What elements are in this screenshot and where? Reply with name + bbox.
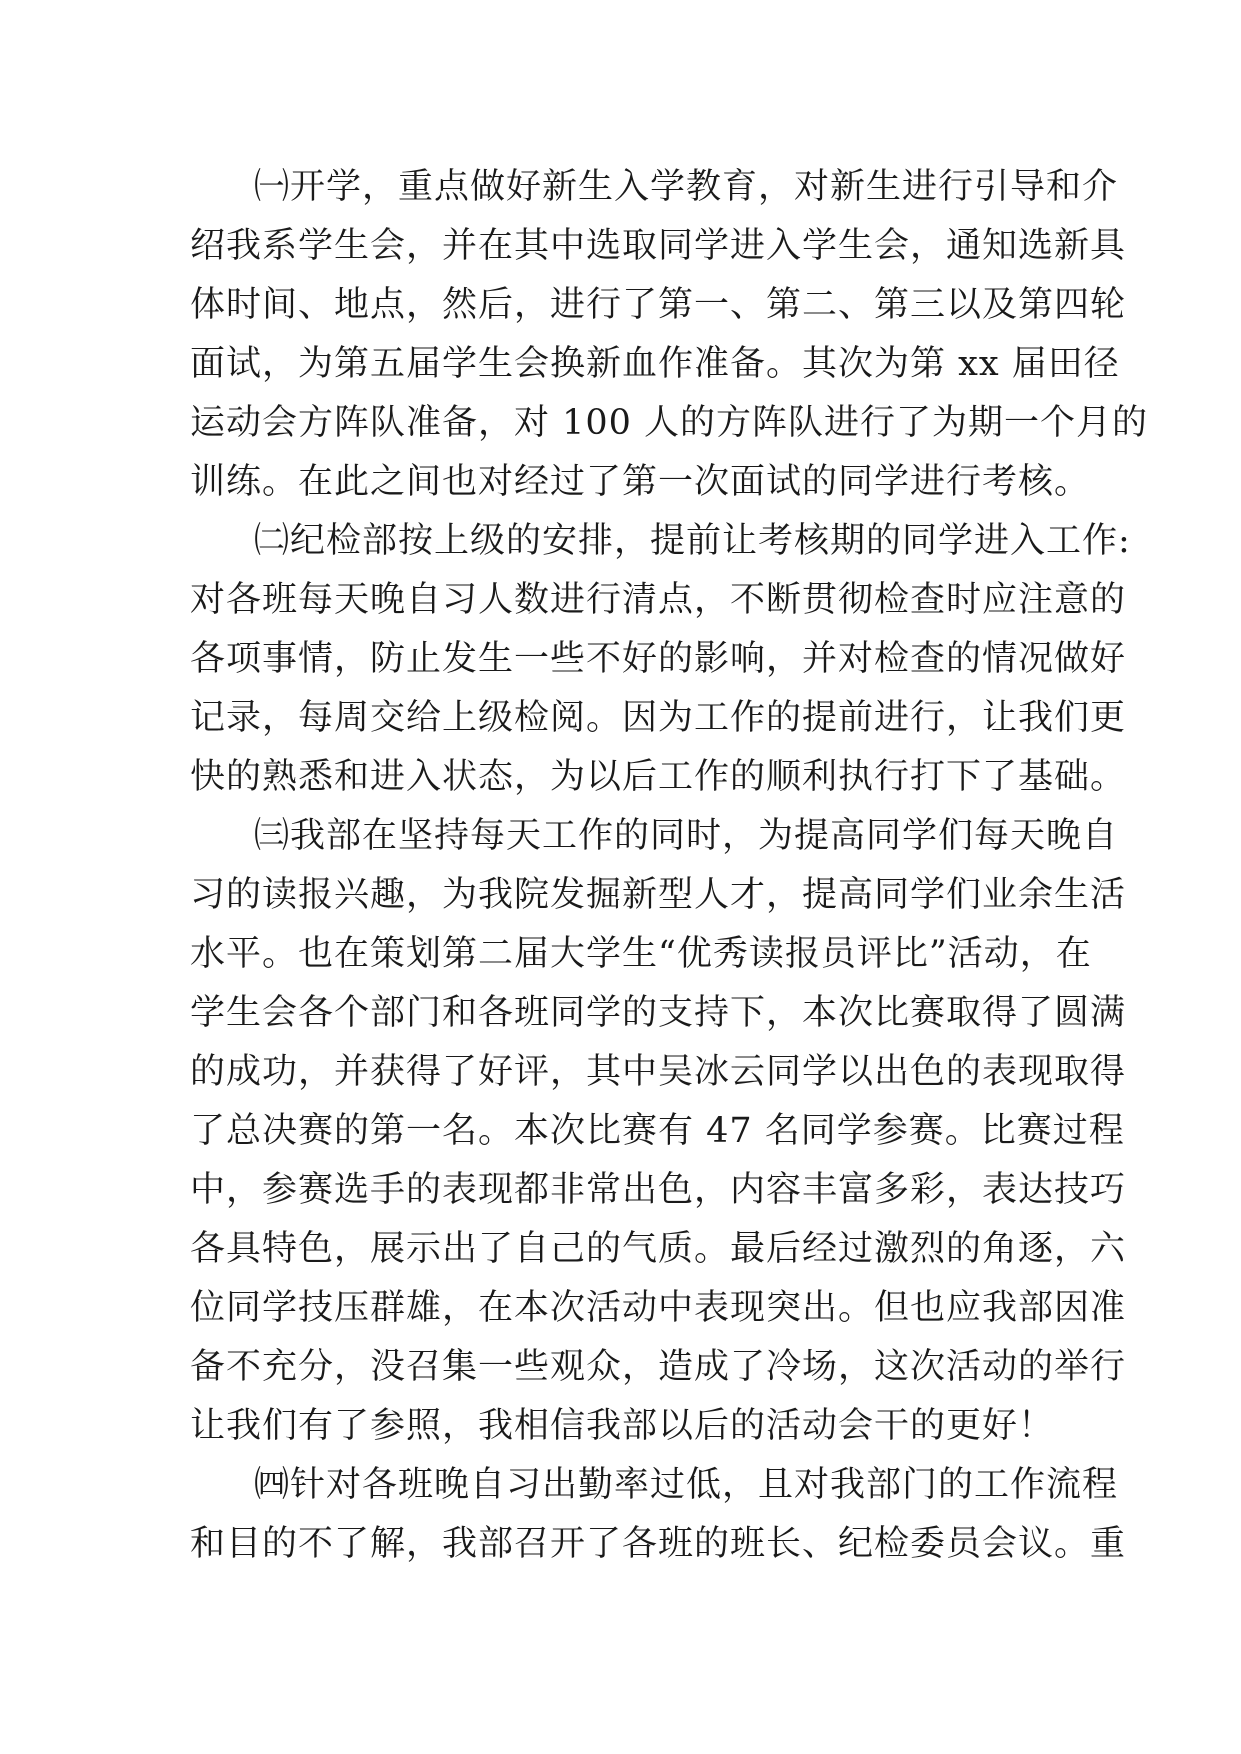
- text-line: 让我们有了参照，我相信我部以后的活动会干的更好！: [190, 1406, 1055, 1446]
- text-line: 体时间、地点，然后，进行了第一、第二、第三以及第四轮: [190, 285, 1127, 325]
- text-line: 训练。在此之间也对经过了第一次面试的同学进行考核。: [190, 462, 1091, 502]
- text-line: 各项事情，防止发生一些不好的影响，并对检查的情况做好: [190, 639, 1127, 679]
- paragraph-2: [190, 512, 1131, 807]
- text-line: 对各班每天晚自习人数进行清点，不断贯彻检查时应注意的: [190, 580, 1127, 620]
- text-line: ㈣针对各班晚自习出勤率过低，且对我部门的工作流程: [254, 1465, 1119, 1505]
- text-line: 运动会方阵队准备，对 100 人的方阵队进行了为期一个月的: [190, 403, 1149, 443]
- text-line: 位同学技压群雄，在本次活动中表现突出。但也应我部因准: [190, 1288, 1127, 1328]
- text-line: 备不充分，没召集一些观众，造成了冷场，这次活动的举行: [190, 1347, 1127, 1387]
- text-line: ㈡纪检部按上级的安排，提前让考核期的同学进入工作:: [254, 521, 1131, 561]
- text-line: 习的读报兴趣，为我院发掘新型人才，提高同学们业余生活: [190, 875, 1127, 915]
- text-line: ㈢我部在坚持每天工作的同时，为提高同学们每天晚自: [254, 816, 1119, 856]
- paragraph-4: [190, 1456, 1127, 1574]
- text-line: 快的熟悉和进入状态，为以后工作的顺利执行打下了基础。: [190, 757, 1127, 797]
- paragraph-3: [190, 807, 1127, 1456]
- paragraph-1: [190, 158, 1149, 512]
- text-line: 各具特色，展示出了自己的气质。最后经过激烈的角逐，六: [190, 1229, 1127, 1269]
- text-line: 中，参赛选手的表现都非常出色，内容丰富多彩，表达技巧: [190, 1170, 1127, 1210]
- text-line: 水平。也在策划第二届大学生“优秀读报员评比”活动，在: [190, 934, 1092, 974]
- text-line: 面试，为第五届学生会换新血作准备。其次为第 xx 届田径: [190, 344, 1120, 384]
- text-line: 和目的不了解，我部召开了各班的班长、纪检委员会议。重: [190, 1524, 1127, 1564]
- text-line: 学生会各个部门和各班同学的支持下，本次比赛取得了圆满: [190, 993, 1127, 1033]
- document-body: [190, 158, 1149, 1574]
- text-line: 绍我系学生会，并在其中选取同学进入学生会，通知选新具: [190, 226, 1127, 266]
- text-line: 的成功，并获得了好评，其中吴冰云同学以出色的表现取得: [190, 1052, 1127, 1092]
- text-line: 记录，每周交给上级检阅。因为工作的提前进行，让我们更: [190, 698, 1127, 738]
- text-line: 了总决赛的第一名。本次比赛有 47 名同学参赛。比赛过程: [190, 1111, 1125, 1151]
- text-line: ㈠开学，重点做好新生入学教育，对新生进行引导和介: [254, 167, 1119, 207]
